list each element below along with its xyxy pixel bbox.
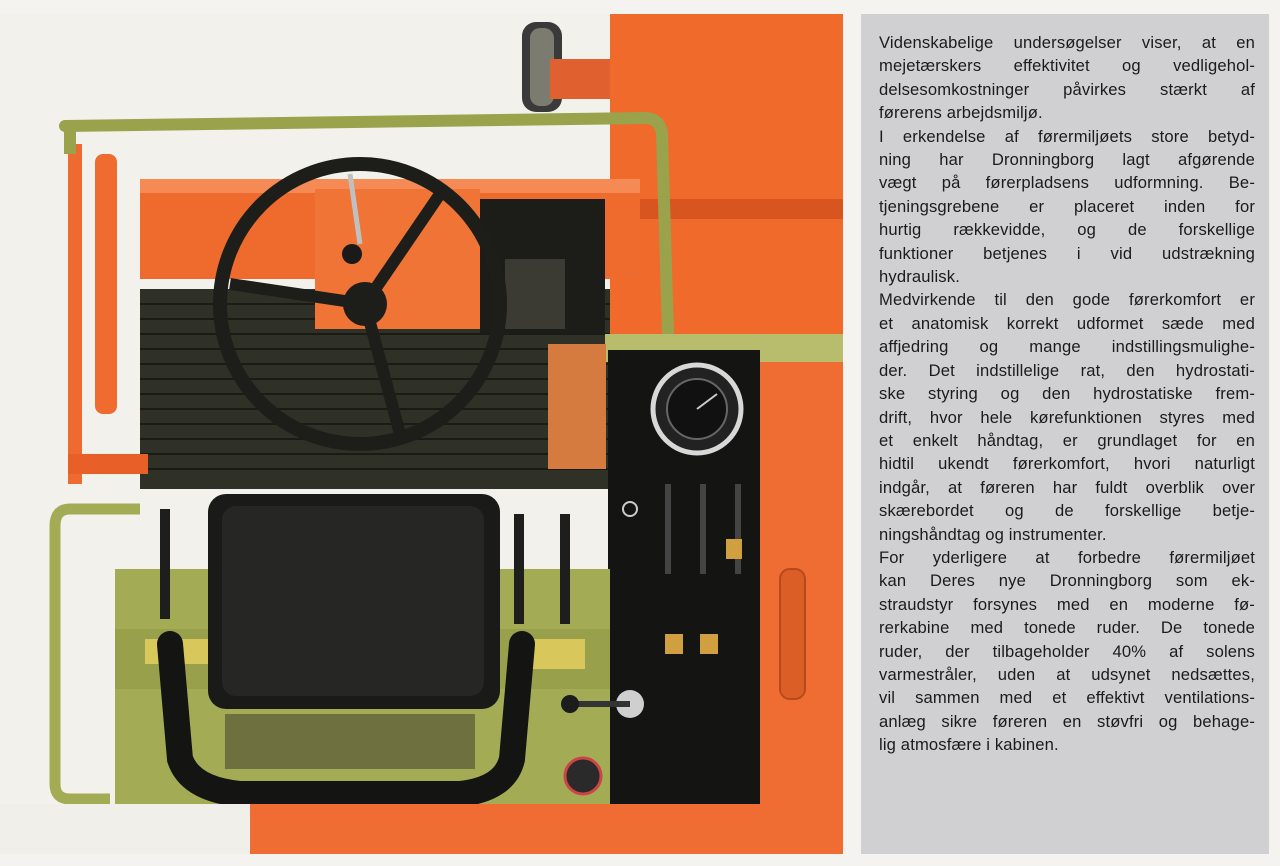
- paragraph-4: [879, 546, 1255, 757]
- text-line: Videnskabelige undersøgelser viser, at en: [879, 33, 1255, 52]
- text-line: hidtil ukendt førerkomfort, hvori naturligt: [879, 454, 1255, 474]
- text-line: drift, hvor hele kørefunktionen styres med: [879, 407, 1255, 427]
- text-line: affjedring og mange indstillingsmulighe-: [879, 337, 1255, 357]
- paragraph-1: [879, 31, 1255, 125]
- text-line: førerens arbejdsmiljø.: [879, 103, 1043, 123]
- text-line: ningshåndtag og instrumenter.: [879, 524, 1107, 544]
- text-line: indgår, at føreren har fuldt overblik over: [879, 477, 1255, 497]
- text-line: ske styring og den hydrostatiske frem-: [879, 384, 1255, 404]
- text-line: Medvirkende til den gode førerkomfort er: [879, 290, 1255, 310]
- text-line: hurtig rækkevidde, og de forskellige: [879, 220, 1255, 240]
- text-line: delsesomkostninger påvirkes stærkt af: [879, 79, 1255, 99]
- text-line: ruder, der tilbageholder 40% af solens: [879, 641, 1255, 661]
- text-line: vil sammen med et effektivt ventilations-: [879, 688, 1255, 708]
- text-line: hydraulisk.: [879, 267, 960, 287]
- text-line: et anatomisk korrekt udformet sæde med: [879, 313, 1255, 333]
- text-line: varmestråler, uden at udsynet nedsættes,: [879, 664, 1255, 684]
- combine-driver-cab-photo: [0, 14, 843, 854]
- text-line: tjeningsgrebene er placeret inden for: [879, 196, 1255, 216]
- text-line: I erkendelse af førermiljøets store betyd-: [879, 126, 1255, 146]
- text-line: For yderligere at forbedre førermiljøet: [879, 547, 1255, 567]
- text-line: straudstyr forsynes med en moderne fø-: [879, 594, 1255, 614]
- text-line: vægt på førerpladsens udformning. Be-: [879, 173, 1255, 193]
- paragraph-3: [879, 288, 1255, 545]
- text-line: skærebordet og de forskellige betje-: [879, 501, 1255, 521]
- text-line: kan Deres nye Dronningborg som ek-: [879, 571, 1255, 591]
- text-line: anlæg sikre føreren en støvfri og behage-: [879, 711, 1255, 731]
- text-line: et enkelt håndtag, er grundlaget for en: [879, 430, 1255, 450]
- article-text-panel: [861, 14, 1269, 854]
- text-line: der. Det indstillelige rat, den hydrostati-: [879, 360, 1255, 380]
- cab-photo: [0, 14, 843, 854]
- text-line: ning har Dronningborg lagt afgørende: [879, 150, 1255, 170]
- text-line: lig atmosfære i kabinen.: [879, 735, 1059, 755]
- text-line: mejetærskers effektivitet og vedligehol-: [879, 56, 1255, 76]
- text-line: rerkabine med tonede ruder. De tonede: [879, 618, 1255, 638]
- text-line: funktioner betjenes i vid udstrækning: [879, 243, 1255, 263]
- paragraph-2: [879, 125, 1255, 289]
